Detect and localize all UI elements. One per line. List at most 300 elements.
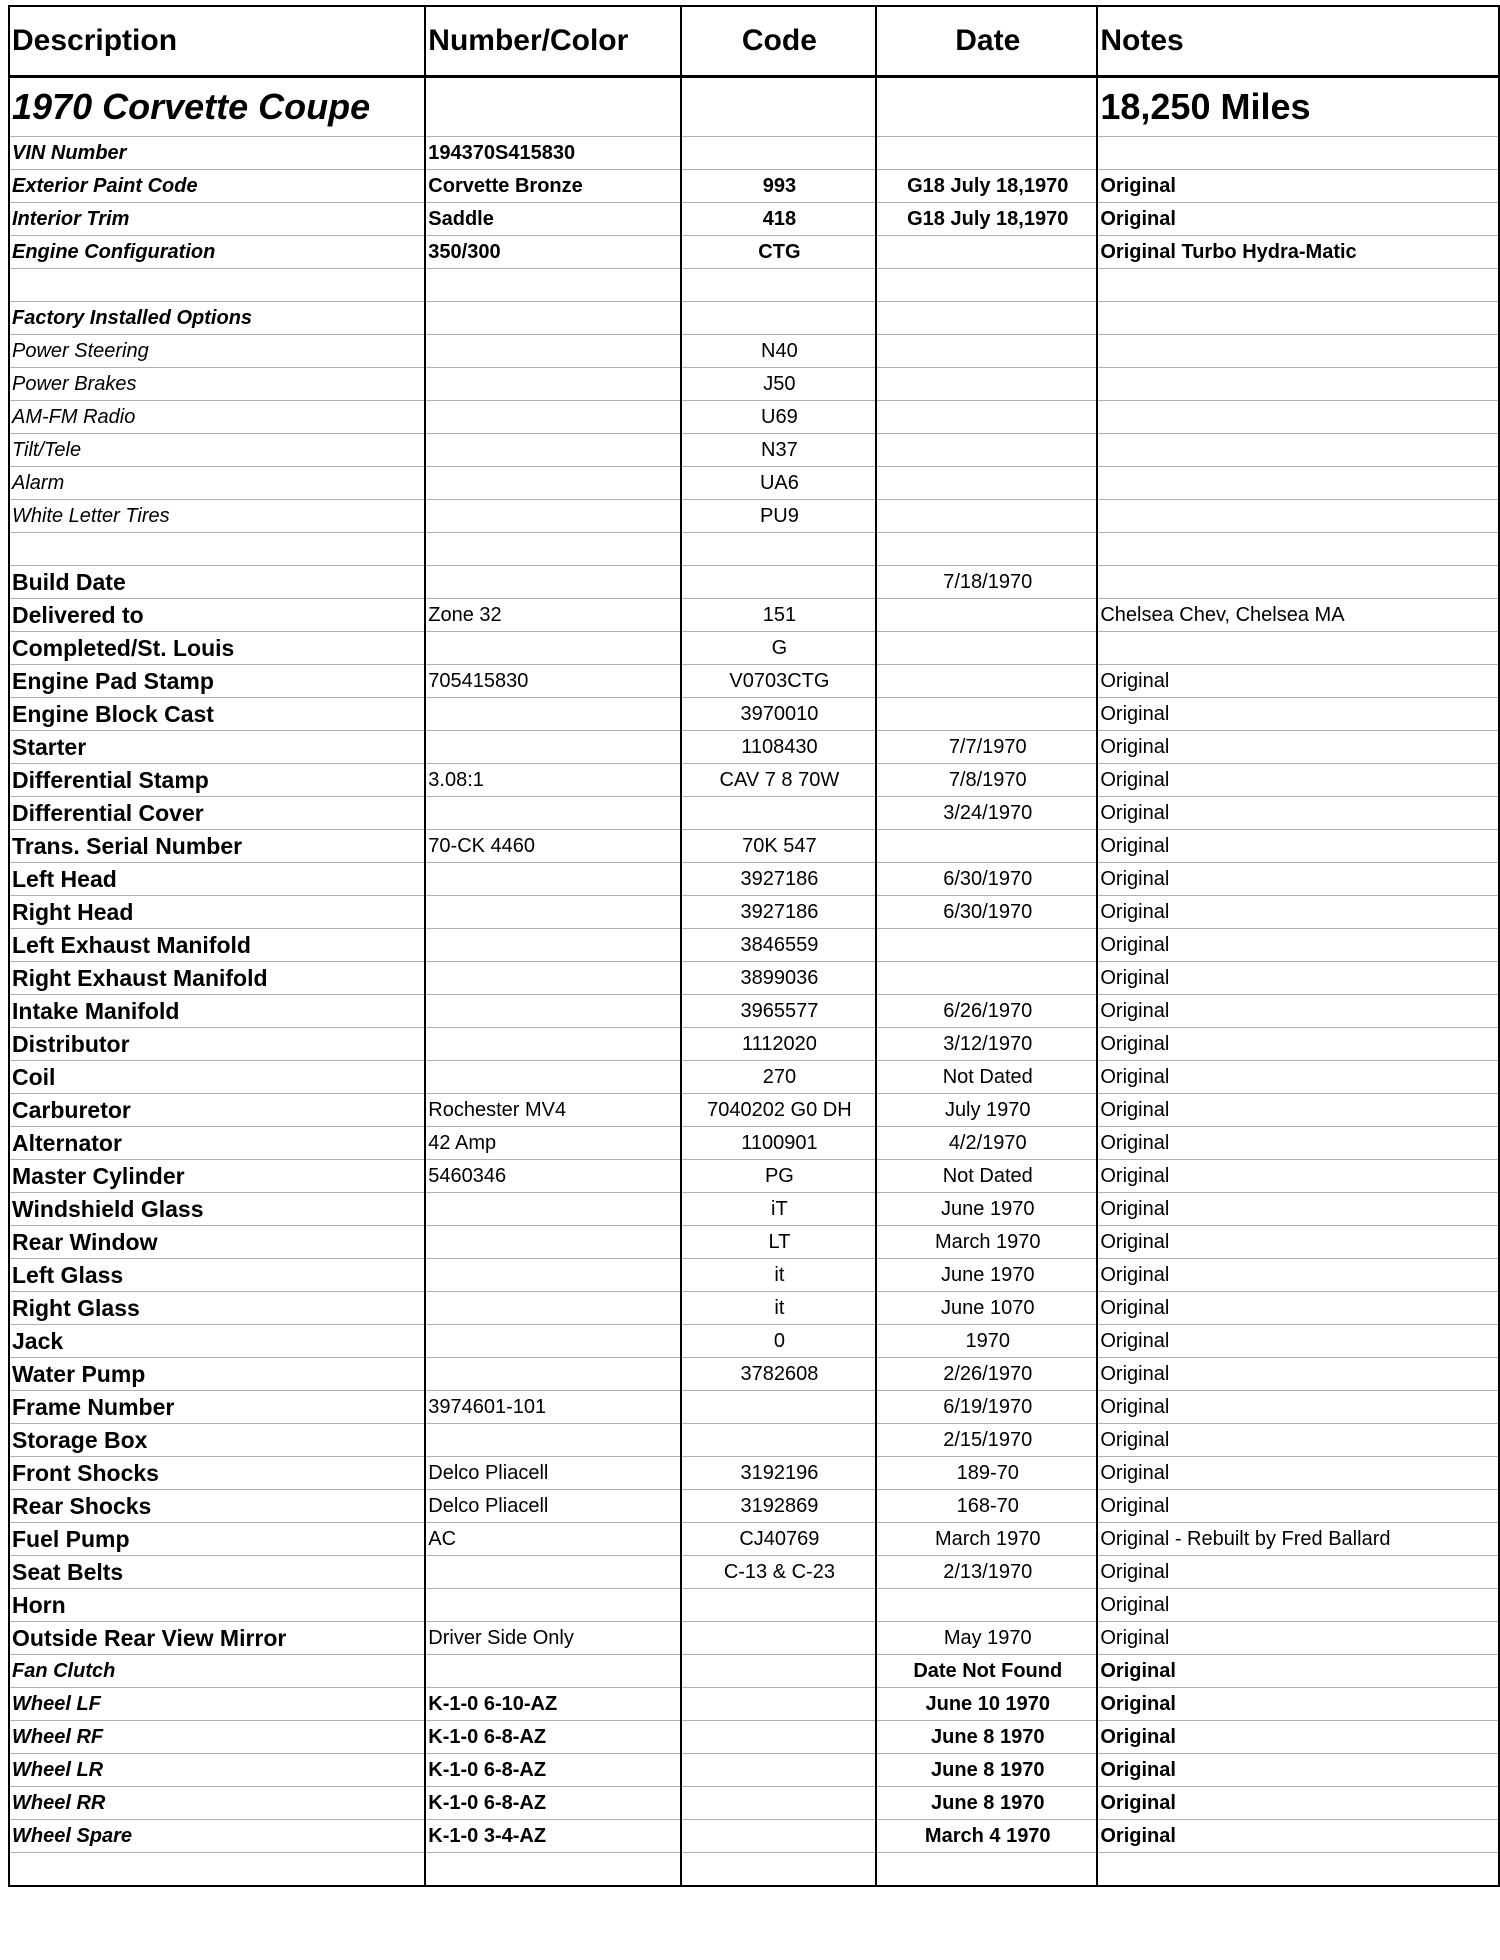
description-cell: Wheel LR <box>9 1754 425 1787</box>
vehicle-row <box>9 236 1499 269</box>
number-color-cell: 5460346 <box>425 1160 680 1193</box>
date-cell <box>876 434 1097 467</box>
code-cell: 3927186 <box>681 896 877 929</box>
option-row <box>9 368 1499 401</box>
code-cell: 3846559 <box>681 929 877 962</box>
notes-cell <box>1097 566 1499 599</box>
number-color-cell <box>425 896 680 929</box>
notes-cell: Original <box>1097 1688 1499 1721</box>
component-row <box>9 1226 1499 1259</box>
header-notes: Notes <box>1097 6 1499 77</box>
notes-cell: Original <box>1097 830 1499 863</box>
component-row <box>9 863 1499 896</box>
code-cell <box>681 797 877 830</box>
notes-cell: Original <box>1097 1358 1499 1391</box>
code-cell: 1112020 <box>681 1028 877 1061</box>
number-color-cell: 3.08:1 <box>425 764 680 797</box>
code-cell: 70K 547 <box>681 830 877 863</box>
number-color-cell: 350/300 <box>425 236 680 269</box>
notes-cell <box>1097 368 1499 401</box>
option-row <box>9 500 1499 533</box>
description-cell: Fuel Pump <box>9 1523 425 1556</box>
date-cell <box>876 698 1097 731</box>
notes-cell: Original <box>1097 1622 1499 1655</box>
description-cell: Right Exhaust Manifold <box>9 962 425 995</box>
number-color-cell: Corvette Bronze <box>425 170 680 203</box>
date-cell <box>876 236 1097 269</box>
wheel-row <box>9 1688 1499 1721</box>
number-color-cell <box>425 1853 680 1887</box>
code-cell: 151 <box>681 599 877 632</box>
component-row <box>9 698 1499 731</box>
notes-cell: Original <box>1097 1820 1499 1853</box>
number-color-cell <box>425 1325 680 1358</box>
description-cell: Differential Stamp <box>9 764 425 797</box>
code-cell: 0 <box>681 1325 877 1358</box>
number-color-cell: K-1-0 6-10-AZ <box>425 1688 680 1721</box>
title-empty-cell <box>425 77 680 137</box>
date-cell: June 8 1970 <box>876 1787 1097 1820</box>
component-row <box>9 797 1499 830</box>
description-cell: Distributor <box>9 1028 425 1061</box>
description-cell: Engine Configuration <box>9 236 425 269</box>
description-cell: Alarm <box>9 467 425 500</box>
date-cell: 2/13/1970 <box>876 1556 1097 1589</box>
component-row <box>9 1556 1499 1589</box>
component-row <box>9 830 1499 863</box>
date-cell: 6/26/1970 <box>876 995 1097 1028</box>
number-color-cell <box>425 533 680 566</box>
code-cell: CTG <box>681 236 877 269</box>
notes-cell: Original <box>1097 929 1499 962</box>
date-cell <box>876 665 1097 698</box>
notes-cell: Chelsea Chev, Chelsea MA <box>1097 599 1499 632</box>
number-color-cell <box>425 1061 680 1094</box>
code-cell <box>681 566 877 599</box>
component-row <box>9 1391 1499 1424</box>
date-cell: 3/12/1970 <box>876 1028 1097 1061</box>
notes-cell: Original <box>1097 896 1499 929</box>
notes-cell: Original <box>1097 1787 1499 1820</box>
option-row <box>9 467 1499 500</box>
number-color-cell <box>425 1424 680 1457</box>
date-cell: 1970 <box>876 1325 1097 1358</box>
code-cell: 3782608 <box>681 1358 877 1391</box>
code-cell <box>681 1754 877 1787</box>
component-row <box>9 1424 1499 1457</box>
date-cell: Not Dated <box>876 1160 1097 1193</box>
notes-cell: Original <box>1097 170 1499 203</box>
component-row <box>9 599 1499 632</box>
notes-cell: Original <box>1097 1127 1499 1160</box>
date-cell <box>876 368 1097 401</box>
description-cell: Water Pump <box>9 1358 425 1391</box>
notes-cell: Original <box>1097 1028 1499 1061</box>
description-cell: AM-FM Radio <box>9 401 425 434</box>
number-color-cell <box>425 368 680 401</box>
number-color-cell: Zone 32 <box>425 599 680 632</box>
component-row <box>9 962 1499 995</box>
date-cell: 168-70 <box>876 1490 1097 1523</box>
number-color-cell: 70-CK 4460 <box>425 830 680 863</box>
description-cell: Exterior Paint Code <box>9 170 425 203</box>
notes-cell: Original <box>1097 1424 1499 1457</box>
notes-cell: Original <box>1097 1721 1499 1754</box>
code-cell: V0703CTG <box>681 665 877 698</box>
code-cell: 3192196 <box>681 1457 877 1490</box>
description-cell: Trans. Serial Number <box>9 830 425 863</box>
notes-cell: Original <box>1097 1589 1499 1622</box>
code-cell <box>681 269 877 302</box>
code-cell <box>681 137 877 170</box>
date-cell <box>876 137 1097 170</box>
component-row <box>9 896 1499 929</box>
notes-cell: Original <box>1097 665 1499 698</box>
number-color-cell <box>425 1226 680 1259</box>
empty-cell <box>876 302 1097 335</box>
date-cell <box>876 467 1097 500</box>
notes-cell: Original <box>1097 1226 1499 1259</box>
notes-cell: Original <box>1097 1193 1499 1226</box>
description-cell: Carburetor <box>9 1094 425 1127</box>
date-cell: 6/30/1970 <box>876 863 1097 896</box>
date-cell <box>876 1853 1097 1887</box>
component-row <box>9 1127 1499 1160</box>
description-cell: Master Cylinder <box>9 1160 425 1193</box>
date-cell <box>876 599 1097 632</box>
date-cell: 2/26/1970 <box>876 1358 1097 1391</box>
number-color-cell <box>425 335 680 368</box>
code-cell: C-13 & C-23 <box>681 1556 877 1589</box>
code-cell: 3965577 <box>681 995 877 1028</box>
notes-cell: Original <box>1097 1556 1499 1589</box>
notes-cell: Original <box>1097 1061 1499 1094</box>
option-row <box>9 434 1499 467</box>
number-color-cell <box>425 632 680 665</box>
description-cell: Front Shocks <box>9 1457 425 1490</box>
date-cell <box>876 335 1097 368</box>
number-color-cell: K-1-0 3-4-AZ <box>425 1820 680 1853</box>
description-cell: Build Date <box>9 566 425 599</box>
description-cell: Differential Cover <box>9 797 425 830</box>
number-color-cell <box>425 467 680 500</box>
notes-cell: Original <box>1097 203 1499 236</box>
description-cell: Power Brakes <box>9 368 425 401</box>
description-cell: Rear Window <box>9 1226 425 1259</box>
notes-cell: Original <box>1097 731 1499 764</box>
date-cell: 3/24/1970 <box>876 797 1097 830</box>
component-row <box>9 731 1499 764</box>
header-description: Description <box>9 6 425 77</box>
notes-cell: Original Turbo Hydra-Matic <box>1097 236 1499 269</box>
component-row <box>9 1358 1499 1391</box>
code-cell: 270 <box>681 1061 877 1094</box>
code-cell: UA6 <box>681 467 877 500</box>
notes-cell: Original <box>1097 1325 1499 1358</box>
component-row <box>9 1160 1499 1193</box>
notes-cell <box>1097 434 1499 467</box>
description-cell: Seat Belts <box>9 1556 425 1589</box>
code-cell: PU9 <box>681 500 877 533</box>
number-color-cell <box>425 566 680 599</box>
code-cell: 993 <box>681 170 877 203</box>
number-color-cell <box>425 797 680 830</box>
notes-cell: Original <box>1097 1655 1499 1688</box>
mileage: 18,250 Miles <box>1097 77 1499 137</box>
notes-cell <box>1097 1853 1499 1887</box>
code-cell: 3927186 <box>681 863 877 896</box>
description-cell: Storage Box <box>9 1424 425 1457</box>
number-color-cell: 194370S415830 <box>425 137 680 170</box>
code-cell <box>681 1622 877 1655</box>
code-cell <box>681 1853 877 1887</box>
number-color-cell: K-1-0 6-8-AZ <box>425 1787 680 1820</box>
component-row <box>9 1292 1499 1325</box>
title-empty-cell <box>681 77 877 137</box>
title-empty-cell <box>876 77 1097 137</box>
date-cell <box>876 269 1097 302</box>
notes-cell: Original <box>1097 1391 1499 1424</box>
notes-cell <box>1097 533 1499 566</box>
date-cell: March 4 1970 <box>876 1820 1097 1853</box>
description-cell: Left Glass <box>9 1259 425 1292</box>
number-color-cell <box>425 1292 680 1325</box>
notes-cell: Original <box>1097 1160 1499 1193</box>
description-cell: Power Steering <box>9 335 425 368</box>
number-color-cell <box>425 995 680 1028</box>
component-row <box>9 1061 1499 1094</box>
component-row <box>9 995 1499 1028</box>
number-color-cell <box>425 1358 680 1391</box>
description-cell: Coil <box>9 1061 425 1094</box>
date-cell: July 1970 <box>876 1094 1097 1127</box>
number-color-cell: 705415830 <box>425 665 680 698</box>
code-cell: 7040202 G0 DH <box>681 1094 877 1127</box>
notes-cell <box>1097 500 1499 533</box>
description-cell: Intake Manifold <box>9 995 425 1028</box>
number-color-cell <box>425 962 680 995</box>
number-color-cell <box>425 929 680 962</box>
date-cell: June 10 1970 <box>876 1688 1097 1721</box>
notes-cell: Original <box>1097 1259 1499 1292</box>
code-cell <box>681 1721 877 1754</box>
code-cell <box>681 1655 877 1688</box>
date-cell <box>876 929 1097 962</box>
wheel-row <box>9 1754 1499 1787</box>
number-color-cell <box>425 500 680 533</box>
date-cell: Date Not Found <box>876 1655 1097 1688</box>
corvette-spec-sheet <box>8 5 1500 1887</box>
notes-cell: Original <box>1097 995 1499 1028</box>
blank-row <box>9 1853 1499 1887</box>
vehicle-title: 1970 Corvette Coupe <box>9 77 425 137</box>
component-row <box>9 764 1499 797</box>
number-color-cell <box>425 1028 680 1061</box>
description-cell: Interior Trim <box>9 203 425 236</box>
component-row <box>9 1193 1499 1226</box>
date-cell: 2/15/1970 <box>876 1424 1097 1457</box>
date-cell: May 1970 <box>876 1622 1097 1655</box>
notes-cell: Original <box>1097 764 1499 797</box>
date-cell: G18 July 18,1970 <box>876 203 1097 236</box>
component-row <box>9 566 1499 599</box>
description-cell: White Letter Tires <box>9 500 425 533</box>
date-cell <box>876 632 1097 665</box>
description-cell: Wheel LF <box>9 1688 425 1721</box>
notes-cell <box>1097 335 1499 368</box>
notes-cell: Original - Rebuilt by Fred Ballard <box>1097 1523 1499 1556</box>
date-cell: G18 July 18,1970 <box>876 170 1097 203</box>
number-color-cell <box>425 269 680 302</box>
wheel-row <box>9 1820 1499 1853</box>
component-row <box>9 929 1499 962</box>
notes-cell: Original <box>1097 797 1499 830</box>
option-row <box>9 401 1499 434</box>
code-cell: N37 <box>681 434 877 467</box>
header-date: Date <box>876 6 1097 77</box>
vehicle-row <box>9 137 1499 170</box>
notes-cell: Original <box>1097 1457 1499 1490</box>
description-cell: Jack <box>9 1325 425 1358</box>
date-cell: 6/30/1970 <box>876 896 1097 929</box>
code-cell: 3192869 <box>681 1490 877 1523</box>
number-color-cell: Saddle <box>425 203 680 236</box>
blank-row <box>9 533 1499 566</box>
code-cell: 418 <box>681 203 877 236</box>
component-row <box>9 1523 1499 1556</box>
date-cell: June 1070 <box>876 1292 1097 1325</box>
description-cell: Rear Shocks <box>9 1490 425 1523</box>
notes-cell <box>1097 401 1499 434</box>
notes-cell: Original <box>1097 1094 1499 1127</box>
date-cell: 7/18/1970 <box>876 566 1097 599</box>
description-cell: Starter <box>9 731 425 764</box>
number-color-cell <box>425 1259 680 1292</box>
component-row <box>9 632 1499 665</box>
description-cell: Completed/St. Louis <box>9 632 425 665</box>
description-cell: Right Glass <box>9 1292 425 1325</box>
description-cell: Wheel RR <box>9 1787 425 1820</box>
empty-cell <box>681 302 877 335</box>
code-cell: PG <box>681 1160 877 1193</box>
description-cell: Outside Rear View Mirror <box>9 1622 425 1655</box>
code-cell <box>681 1820 877 1853</box>
date-cell <box>876 533 1097 566</box>
description-cell <box>9 269 425 302</box>
notes-cell: Original <box>1097 698 1499 731</box>
code-cell: CAV 7 8 70W <box>681 764 877 797</box>
number-color-cell: Delco Pliacell <box>425 1490 680 1523</box>
description-cell: Frame Number <box>9 1391 425 1424</box>
description-cell: Tilt/Tele <box>9 434 425 467</box>
code-cell: 1108430 <box>681 731 877 764</box>
number-color-cell <box>425 401 680 434</box>
option-row <box>9 335 1499 368</box>
options-heading: Factory Installed Options <box>9 302 425 335</box>
title-row <box>9 77 1499 137</box>
date-cell: March 1970 <box>876 1523 1097 1556</box>
date-cell: 6/19/1970 <box>876 1391 1097 1424</box>
date-cell: March 1970 <box>876 1226 1097 1259</box>
date-cell <box>876 962 1097 995</box>
wheel-row <box>9 1655 1499 1688</box>
date-cell: June 1970 <box>876 1193 1097 1226</box>
notes-cell: Original <box>1097 962 1499 995</box>
sheet-body <box>9 6 1499 1886</box>
number-color-cell: Rochester MV4 <box>425 1094 680 1127</box>
description-cell: Wheel RF <box>9 1721 425 1754</box>
notes-cell: Original <box>1097 1292 1499 1325</box>
number-color-cell <box>425 731 680 764</box>
date-cell: 4/2/1970 <box>876 1127 1097 1160</box>
number-color-cell <box>425 434 680 467</box>
wheel-row <box>9 1787 1499 1820</box>
header-row <box>9 6 1499 77</box>
number-color-cell <box>425 1193 680 1226</box>
code-cell: N40 <box>681 335 877 368</box>
options-heading-row <box>9 302 1499 335</box>
notes-cell <box>1097 137 1499 170</box>
number-color-cell <box>425 1589 680 1622</box>
number-color-cell <box>425 698 680 731</box>
component-row <box>9 1490 1499 1523</box>
date-cell: 189-70 <box>876 1457 1097 1490</box>
date-cell: Not Dated <box>876 1061 1097 1094</box>
description-cell: Windshield Glass <box>9 1193 425 1226</box>
description-cell: Horn <box>9 1589 425 1622</box>
code-cell: it <box>681 1292 877 1325</box>
code-cell <box>681 533 877 566</box>
description-cell: VIN Number <box>9 137 425 170</box>
number-color-cell: K-1-0 6-8-AZ <box>425 1754 680 1787</box>
component-row <box>9 1457 1499 1490</box>
description-cell: Left Head <box>9 863 425 896</box>
description-cell: Fan Clutch <box>9 1655 425 1688</box>
number-color-cell: K-1-0 6-8-AZ <box>425 1721 680 1754</box>
notes-cell <box>1097 632 1499 665</box>
code-cell: J50 <box>681 368 877 401</box>
vehicle-row <box>9 170 1499 203</box>
notes-cell: Original <box>1097 1490 1499 1523</box>
date-cell <box>876 830 1097 863</box>
number-color-cell <box>425 1655 680 1688</box>
component-row <box>9 1622 1499 1655</box>
number-color-cell: 3974601-101 <box>425 1391 680 1424</box>
notes-cell <box>1097 467 1499 500</box>
description-cell <box>9 533 425 566</box>
vehicle-row <box>9 203 1499 236</box>
code-cell <box>681 1589 877 1622</box>
number-color-cell: Delco Pliacell <box>425 1457 680 1490</box>
description-cell: Wheel Spare <box>9 1820 425 1853</box>
code-cell <box>681 1391 877 1424</box>
number-color-cell <box>425 1556 680 1589</box>
description-cell: Engine Pad Stamp <box>9 665 425 698</box>
date-cell: June 8 1970 <box>876 1754 1097 1787</box>
code-cell: G <box>681 632 877 665</box>
code-cell: LT <box>681 1226 877 1259</box>
code-cell <box>681 1688 877 1721</box>
number-color-cell: Driver Side Only <box>425 1622 680 1655</box>
date-cell: June 1970 <box>876 1259 1097 1292</box>
component-row <box>9 1028 1499 1061</box>
date-cell <box>876 500 1097 533</box>
component-row <box>9 665 1499 698</box>
notes-cell: Original <box>1097 863 1499 896</box>
component-row <box>9 1589 1499 1622</box>
date-cell <box>876 1589 1097 1622</box>
code-cell <box>681 1787 877 1820</box>
